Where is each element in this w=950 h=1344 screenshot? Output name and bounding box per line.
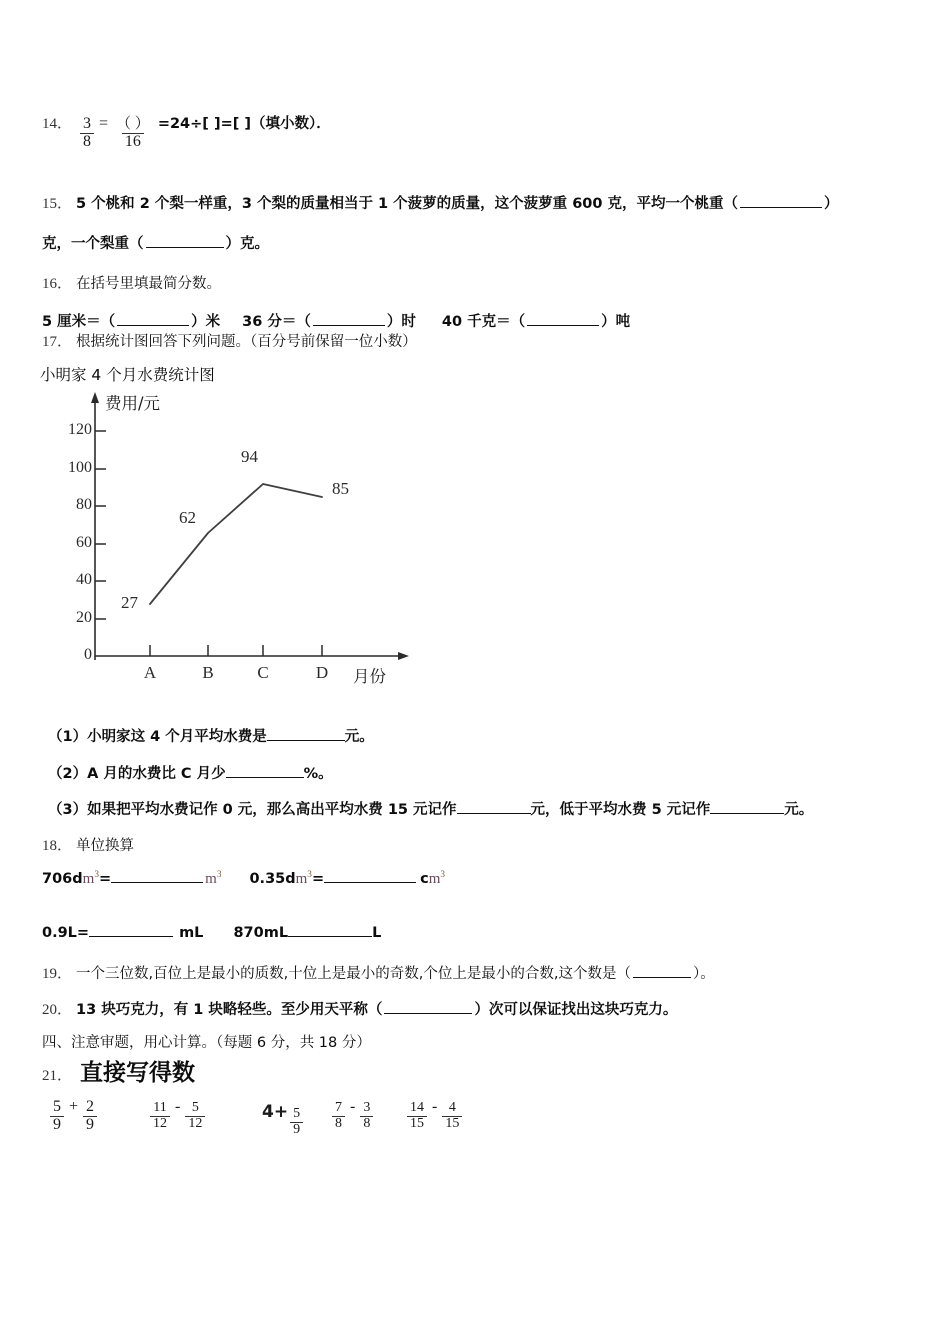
data-line-series xyxy=(150,484,322,604)
q16-item3-unit: ）吨 xyxy=(601,314,631,330)
expr4-right-numerator: 3 xyxy=(363,1100,371,1115)
q21-expression-2 xyxy=(148,1098,207,1131)
question-18-prompt xyxy=(42,834,134,855)
q18-answer-blank-2[interactable] xyxy=(324,882,416,883)
q18-line2-label-b: 870mL xyxy=(233,925,289,941)
q18-unit-dm3-1: $m^3$ xyxy=(82,870,99,887)
question-16-prompt xyxy=(42,272,221,293)
q14-frac2-denominator: 16 xyxy=(122,133,144,151)
q14-frac1-numerator: 3 xyxy=(83,115,92,132)
q15-text-a: 5 个桃和 2 个梨一样重，3 个梨的质量相当于 1 个菠萝的质量，这个菠萝重 600 克，平均一个桃重（ xyxy=(76,196,739,212)
q14-fraction-blank-16 xyxy=(113,117,153,151)
y-axis-ticks xyxy=(95,431,106,619)
q16-item3-label: 40 千克＝（ xyxy=(441,314,526,330)
q17-sub2-text: （2）A 月的水费比 C 月少 xyxy=(48,766,226,782)
expr5-left-denominator: 15 xyxy=(407,1116,427,1132)
q17-sub1-unit: 元。 xyxy=(344,729,374,745)
q17-sub2-unit: %。 xyxy=(303,766,333,782)
q21-expression-5 xyxy=(405,1098,464,1131)
q21-expression-4 xyxy=(330,1098,375,1131)
q20-number: 20． xyxy=(42,1002,73,1018)
data-label-c: 94 xyxy=(241,447,258,466)
y-axis-arrow xyxy=(91,392,99,403)
x-tick-label-a: A xyxy=(143,663,157,682)
expr2-right-numerator: 5 xyxy=(191,1100,199,1115)
q18-unit-prefix-c: c xyxy=(420,871,429,887)
q18-line2-unit-l: L xyxy=(372,925,382,941)
q21-number: 21． xyxy=(42,1068,73,1084)
expr1-operator: + xyxy=(69,1098,79,1115)
q17-prompt-text: 根据统计图回答下列问题。（百分号前保留一位小数） xyxy=(76,334,417,350)
q16-item1-unit: ）米 xyxy=(191,314,221,330)
expr4-left-denominator: 8 xyxy=(332,1116,345,1132)
q21-expression-1 xyxy=(48,1098,99,1134)
data-label-a: 27 xyxy=(121,593,138,612)
question-17-sub-1 xyxy=(48,725,374,746)
x-axis-title: 月份 xyxy=(353,667,386,686)
expr2-fraction-left xyxy=(150,1101,170,1131)
q17-number: 17． xyxy=(42,334,73,350)
question-16-items xyxy=(42,310,630,331)
q15-text-b: ） xyxy=(824,196,839,212)
chart-title xyxy=(40,363,215,385)
q17-sub3-text-a: （3）如果把平均水费记作 0 元，那么高出平均水费 15 元记作 xyxy=(48,802,457,818)
q18-prompt-text: 单位换算 xyxy=(76,838,135,854)
expr2-left-numerator: 11 xyxy=(153,1100,167,1115)
x-axis-arrow xyxy=(398,652,409,660)
question-15-line-1 xyxy=(42,192,839,213)
q18-value-2: 0.35d xyxy=(249,871,296,887)
expr4-right-denominator: 8 xyxy=(360,1116,373,1132)
question-21-header xyxy=(42,1054,195,1087)
q18-unit-cm3: $m^3$ xyxy=(428,870,446,887)
expr3-right-numerator: 5 xyxy=(293,1106,301,1121)
q18-answer-blank-3[interactable] xyxy=(89,936,173,937)
expr4-fraction-right xyxy=(360,1101,373,1131)
q14-number: 14． xyxy=(42,116,73,132)
y-tick-label-80: 80 xyxy=(76,496,92,513)
q21-expression-3 xyxy=(262,1102,305,1137)
y-tick-label-20: 20 xyxy=(76,609,92,626)
q18-line2-label-a: 0.9L= xyxy=(42,925,90,941)
y-tick-label-120: 120 xyxy=(68,421,92,438)
q17-sub3-answer-blank-2[interactable] xyxy=(710,813,784,814)
q15-answer-blank-2[interactable] xyxy=(146,247,224,248)
q19-text-a: 一个三位数,百位上是最小的质数,十位上是最小的奇数,个位上是最小的合数,这个数是（ xyxy=(76,966,631,982)
expr5-right-denominator: 15 xyxy=(442,1116,462,1132)
q20-answer-blank[interactable] xyxy=(384,1013,472,1014)
y-tick-label-100: 100 xyxy=(68,459,92,476)
expr4-fraction-left xyxy=(332,1101,345,1131)
q18-line2-unit-ml: mL xyxy=(179,925,204,941)
expr2-operator: - xyxy=(175,1098,181,1115)
q16-number: 16． xyxy=(42,276,73,292)
expr4-left-numerator: 7 xyxy=(335,1100,342,1115)
expr1-right-numerator: 2 xyxy=(86,1098,95,1115)
q16-answer-blank-1[interactable] xyxy=(117,325,189,326)
y-axis-title: 费用/元 xyxy=(105,394,161,413)
question-19 xyxy=(42,962,715,983)
y-tick-label-60: 60 xyxy=(76,534,92,551)
q15-number: 15． xyxy=(42,196,73,212)
x-tick-label-b: B xyxy=(202,663,214,682)
x-axis-ticks xyxy=(150,645,322,656)
q16-answer-blank-2[interactable] xyxy=(313,325,385,326)
q17-sub3-answer-blank-1[interactable] xyxy=(457,813,531,814)
expr1-left-numerator: 5 xyxy=(53,1098,61,1115)
q17-sub1-text: （1）小明家这 4 个月平均水费是 xyxy=(48,729,267,745)
q17-sub2-answer-blank[interactable] xyxy=(226,777,304,778)
expr1-right-denominator: 9 xyxy=(83,1116,97,1134)
q21-title: 直接写得数 xyxy=(80,1060,196,1086)
section-4-heading xyxy=(42,1031,371,1052)
question-18-line-2 xyxy=(42,925,381,941)
question-17-sub-2 xyxy=(48,762,333,783)
q14-fraction-3-8 xyxy=(80,116,94,151)
q19-answer-blank[interactable] xyxy=(633,977,691,978)
expr5-left-numerator: 14 xyxy=(410,1100,424,1115)
q19-number: 19． xyxy=(42,966,73,982)
q14-frac2-numerator: （ ） xyxy=(116,116,150,132)
q15-answer-blank-1[interactable] xyxy=(740,207,822,208)
expr1-fraction-left xyxy=(50,1099,64,1134)
q20-text-b: ）次可以保证找出这块巧克力。 xyxy=(474,1002,678,1018)
question-17-prompt xyxy=(42,330,417,351)
question-17-sub-3 xyxy=(48,798,813,819)
q15-text-d: ）克。 xyxy=(225,236,269,252)
q18-answer-blank-1[interactable] xyxy=(111,882,203,883)
q16-item1-label: 5 厘米＝（ xyxy=(42,314,116,330)
question-20 xyxy=(42,998,677,1019)
x-tick-label-c: C xyxy=(257,663,269,682)
q18-number: 18． xyxy=(42,838,73,854)
q14-equals-sign: = xyxy=(99,115,109,132)
q17-sub1-answer-blank[interactable] xyxy=(267,740,345,741)
expr3-fraction-right xyxy=(290,1107,303,1137)
q18-value-1: 706d xyxy=(42,871,83,887)
expr4-operator: - xyxy=(350,1098,356,1115)
question-14 xyxy=(42,112,331,151)
q16-answer-blank-3[interactable] xyxy=(527,325,599,326)
chart-title-text: 小明家 4 个月水费统计图 xyxy=(40,366,215,384)
q15-text-c: 克，一个梨重（ xyxy=(42,236,144,252)
data-label-d: 85 xyxy=(332,479,349,498)
expr3-right-denominator: 9 xyxy=(290,1122,303,1138)
expr5-fraction-left xyxy=(407,1101,427,1131)
expr1-fraction-right xyxy=(83,1099,97,1134)
q18-unit-dm3-2: $m^3$ xyxy=(295,870,312,887)
y-tick-label-0: 0 xyxy=(84,646,92,663)
q18-equals-1: = xyxy=(98,871,112,887)
expr2-fraction-right xyxy=(185,1101,205,1131)
expr5-operator: - xyxy=(432,1098,438,1115)
water-fee-line-chart xyxy=(48,385,468,685)
expr1-left-denominator: 9 xyxy=(50,1116,64,1134)
question-18-line-1 xyxy=(42,870,445,888)
expr2-right-denominator: 12 xyxy=(185,1116,205,1132)
q14-frac1-denominator: 8 xyxy=(80,133,94,151)
data-label-b: 62 xyxy=(179,508,196,527)
q17-sub3-text-b: 元，低于平均水费 5 元记作 xyxy=(530,802,711,818)
q16-item2-unit: ）时 xyxy=(386,314,416,330)
q20-text-a: 13 块巧克力，有 1 块略轻些。至少用天平称（ xyxy=(76,1002,383,1018)
expr2-left-denominator: 12 xyxy=(150,1116,170,1132)
q14-tail-text: =24÷[ ]=[ ]（填小数）． xyxy=(157,116,331,132)
q17-sub3-text-c: 元。 xyxy=(784,802,814,818)
chart-svg xyxy=(48,385,468,685)
y-tick-label-40: 40 xyxy=(76,571,92,588)
expr5-fraction-right xyxy=(442,1101,462,1131)
section-4-heading-text: 四、注意审题，用心计算。（每题 6 分，共 18 分） xyxy=(42,1035,371,1051)
expr5-right-numerator: 4 xyxy=(448,1100,456,1115)
expr3-prefix: 4+ xyxy=(262,1102,289,1122)
x-tick-label-d: D xyxy=(315,663,329,682)
q16-item2-label: 36 分＝（ xyxy=(242,314,311,330)
q18-unit-m3-1: $m^3$ xyxy=(205,870,222,887)
q19-text-b: ）。 xyxy=(692,966,715,982)
question-15-line-2 xyxy=(42,232,269,253)
q18-equals-2: = xyxy=(311,871,325,887)
q16-prompt-text: 在括号里填最简分数。 xyxy=(76,276,222,292)
q18-answer-blank-4[interactable] xyxy=(288,936,372,937)
